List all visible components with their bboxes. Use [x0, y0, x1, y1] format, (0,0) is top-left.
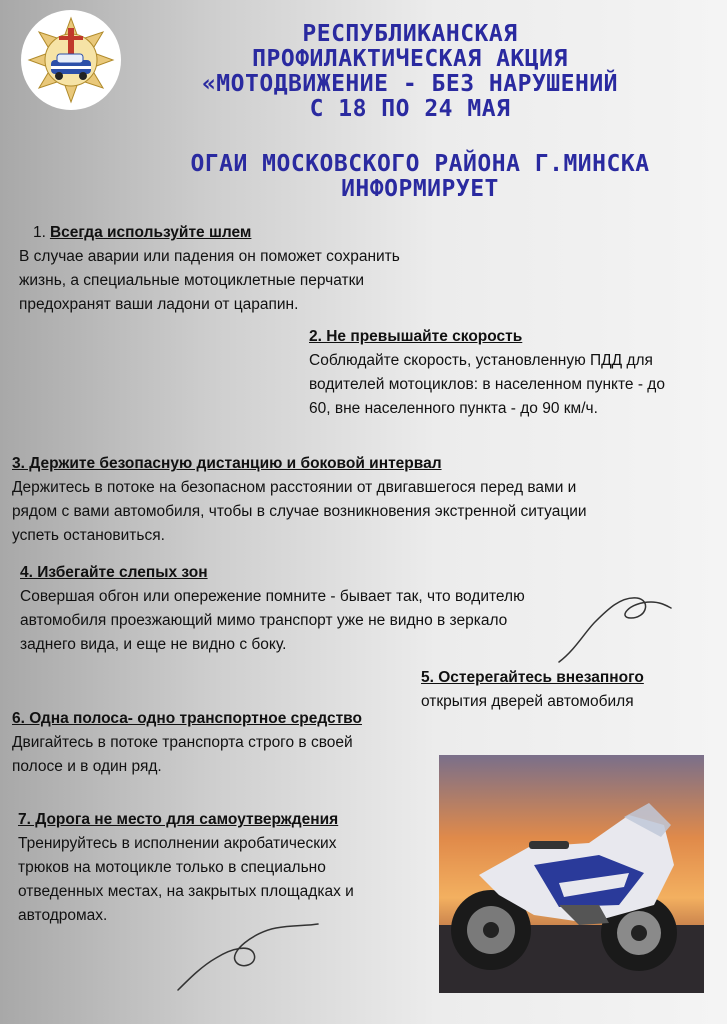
motorcycle-photo — [439, 755, 704, 993]
rule-3-heading: 3. Держите безопасную дистанцию и боковой интервал — [12, 455, 442, 472]
rule-1-line: предохранят ваши ладони от царапин. — [19, 296, 299, 313]
rule-7 — [18, 808, 428, 928]
rule-7-line: Тренируйтесь в исполнении акробатических — [18, 835, 337, 852]
rule-2-heading: 2. Не превышайте скорость — [309, 328, 523, 345]
rule-3-line: успеть остановиться. — [12, 527, 165, 544]
department-subtitle — [140, 152, 700, 202]
rule-4-line: Совершая обгон или опережение помните - бывает так, что водителю — [20, 588, 525, 605]
rule-3-line: Держитесь в потоке на безопасном расстоянии от двигавшегося перед вами и — [12, 479, 577, 496]
rule-4-line: заднего вида, и еще не видно с боку. — [20, 636, 287, 653]
rule-4-line: автомобиля проезжающий мимо транспорт уже не видно в зеркало — [20, 612, 508, 629]
rule-5-line: открытия дверей автомобиля — [421, 693, 634, 710]
rule-4-heading: 4. Избегайте слепых зон — [20, 564, 208, 581]
rule-4 — [20, 561, 640, 657]
rule-5-heading: 5. Остерегайтесь внезапного — [421, 669, 644, 686]
subtitle-line: ИНФОРМИРУЕТ — [341, 176, 499, 202]
rule-7-line: трюков на мотоцикле только в специально — [18, 859, 326, 876]
rule-5 — [421, 666, 711, 714]
campaign-title — [140, 22, 680, 122]
rule-2-line: 60, вне населенного пункта - до 90 км/ч. — [309, 400, 598, 417]
rule-3-line: рядом с вами автомобиля, чтобы в случае возникновения экстренной ситуации — [12, 503, 587, 520]
rule-7-line: автодромах. — [18, 907, 108, 924]
rule-2 — [309, 325, 719, 421]
rule-6-heading: 6. Одна полоса- одно транспортное средство — [12, 710, 362, 727]
rule-2-line: водителей мотоциклов: в населенном пункте - до — [309, 376, 665, 393]
rule-1-line: жизнь, а специальные мотоциклетные перчатки — [19, 272, 365, 289]
title-line: «МОТОДВИЖЕНИЕ - БЕЗ НАРУШЕНИЙ — [201, 71, 619, 97]
rule-7-heading: 7. Дорога не место для самоутверждения — [18, 811, 339, 828]
title-line: С 18 ПО 24 МАЯ — [309, 96, 511, 122]
title-line: РЕСПУБЛИКАНСКАЯ — [302, 21, 518, 47]
rule-2-line: Соблюдайте скорость, установленную ПДД для — [309, 352, 653, 369]
rule-3 — [12, 452, 712, 548]
rule-1-number: 1. — [33, 224, 46, 241]
rule-1-heading: Всегда используйте шлем — [49, 224, 252, 241]
subtitle-line: ОГАИ МОСКОВСКОГО РАЙОНА Г.МИНСКА — [190, 151, 650, 177]
title-line: ПРОФИЛАКТИЧЕСКАЯ АКЦИЯ — [252, 46, 568, 72]
gai-emblem-logo — [21, 10, 121, 110]
squiggle-decoration — [172, 918, 322, 998]
rule-7-line: отведенных местах, на закрытых площадках и — [18, 883, 354, 900]
rule-6-line: Двигайтесь в потоке транспорта строго в своей — [12, 734, 353, 751]
rule-6 — [12, 707, 432, 779]
rule-6-line: полосе и в один ряд. — [12, 758, 162, 775]
squiggle-decoration — [555, 588, 675, 668]
rule-1-line: В случае аварии или падения он поможет сохранить — [19, 248, 400, 265]
rule-1 — [19, 221, 479, 317]
